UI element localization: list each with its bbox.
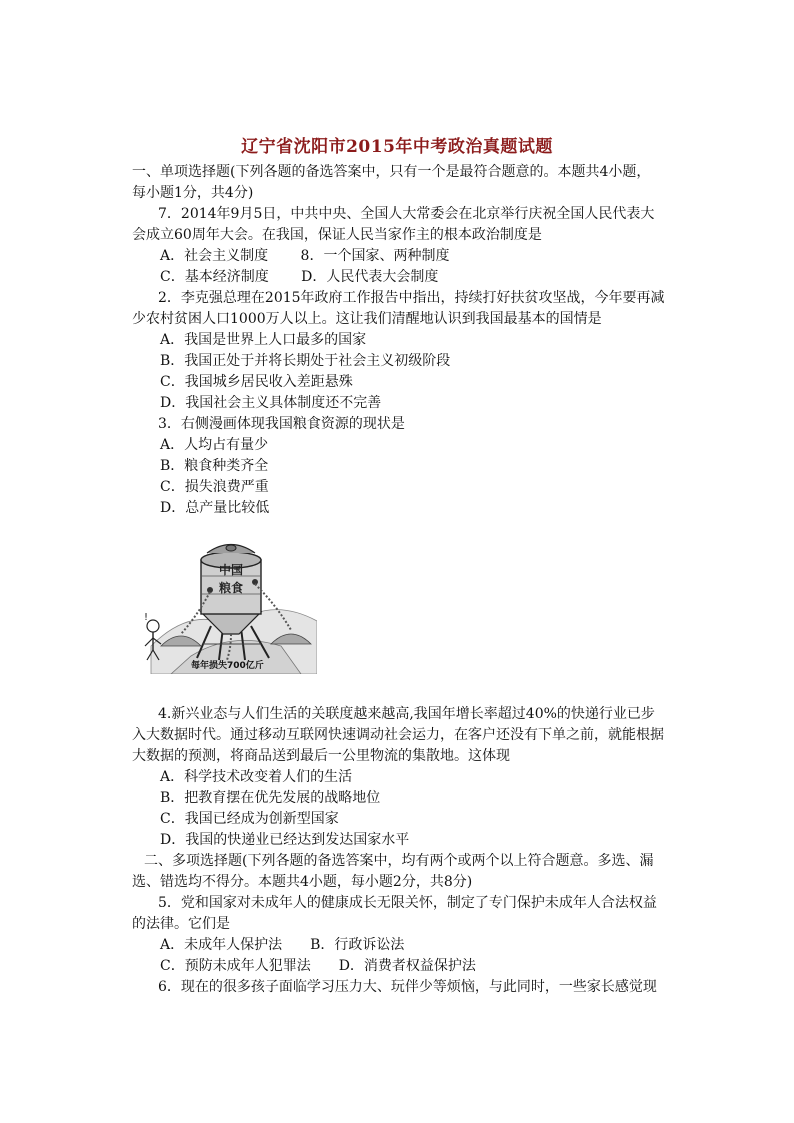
question-4-stem-cont-2: 大数据的预测，将商品送到最后一公里物流的集散地。这体现 — [132, 748, 510, 764]
question-5-options-ab: A．未成年人保护法 B．行政诉讼法 — [160, 937, 405, 953]
question-5-options-cd: C．预防未成年人犯罪法 D．消费者权益保护法 — [160, 958, 476, 974]
question-3-option-a: A．人均占有量少 — [160, 437, 269, 453]
question-4-option-d: D．我国的快递业已经达到发达国家水平 — [160, 832, 410, 848]
question-7-stem: 7．2014年9月5日，中共中央、全国人大常委会在北京举行庆祝全国人民代表大 — [158, 206, 655, 222]
question-2-stem-cont: 少农村贫困人口1000万人以上。这让我们清醒地认识到我国最基本的国情是 — [132, 311, 602, 327]
question-4-stem-cont-1: 入大数据时代。通过移动互联网快速调动社会运力，在客户还没有下单之前，就能根据 — [132, 727, 664, 743]
question-6-stem: 6．现在的很多孩子面临学习压力大、玩伴少等烦恼，与此同时，一些家长感觉现 — [158, 979, 657, 995]
question-4-option-a: A．科学技术改变着人们的生活 — [160, 769, 353, 785]
question-3-stem: 3．右侧漫画体现我国粮食资源的现状是 — [158, 416, 405, 432]
question-3-option-b: B．粮食种类齐全 — [160, 458, 269, 474]
question-3-option-d: D．总产量比较低 — [160, 500, 270, 516]
question-5-stem: 5．党和国家对未成年人的健康成长无限关怀，制定了专门保护未成年人合法权益 — [158, 895, 657, 911]
section-one-heading: 一、单项选择题(下列各题的备选答案中，只有一个是最符合题意的。本题共4小题， — [132, 164, 651, 180]
question-5-stem-cont: 的法律。它们是 — [132, 916, 230, 932]
question-4-stem: 4.新兴业态与人们生活的关联度越来越高,我国年增长率超过40%的快递行业已步 — [158, 706, 655, 722]
svg-text:!: ! — [144, 612, 149, 623]
page-title: 辽宁省沈阳市2015年中考政治真题试题 — [241, 137, 553, 157]
question-2-option-a: A．我国是世界上人口最多的国家 — [160, 332, 367, 348]
question-2-option-c: C．我国城乡居民收入差距悬殊 — [160, 374, 353, 390]
cartoon-caption: 每年损失700亿斤 — [191, 661, 264, 671]
question-2-option-b: B．我国正处于并将长期处于社会主义初级阶段 — [160, 353, 451, 369]
question-3-option-c: C．损失浪费严重 — [160, 479, 269, 495]
question-7-options-ab: A．社会主义制度 8．一个国家、两种制度 — [160, 248, 450, 264]
question-2-stem: 2．李克强总理在2015年政府工作报告中指出，持续打好扶贫攻坚战，今年要再减 — [158, 290, 665, 306]
question-7-options-cd: C．基本经济制度 D．人民代表大会制度 — [160, 269, 439, 285]
question-7-stem-cont: 会成立60周年大会。在我国，保证人民当家作主的根本政治制度是 — [132, 227, 542, 243]
question-4-option-c: C．我国已经成为创新型国家 — [160, 811, 339, 827]
tank-label-bottom: 粮食 — [218, 581, 244, 595]
section-two-heading-cont: 选、错选均不得分。本题共4小题，每小题2分，共8分) — [132, 874, 473, 890]
question-4-option-b: B．把教育摆在优先发展的战略地位 — [160, 790, 381, 806]
section-one-heading-cont: 每小题1分，共4分) — [132, 185, 254, 201]
section-two-heading: 二、多项选择题(下列各题的备选答案中，均有两个或两个以上符合题意。多选、漏 — [144, 853, 654, 869]
tank-label-top: 中国 — [218, 563, 244, 577]
question-2-option-d: D．我国社会主义具体制度还不完善 — [160, 395, 382, 411]
grain-silo-cartoon — [131, 526, 317, 674]
